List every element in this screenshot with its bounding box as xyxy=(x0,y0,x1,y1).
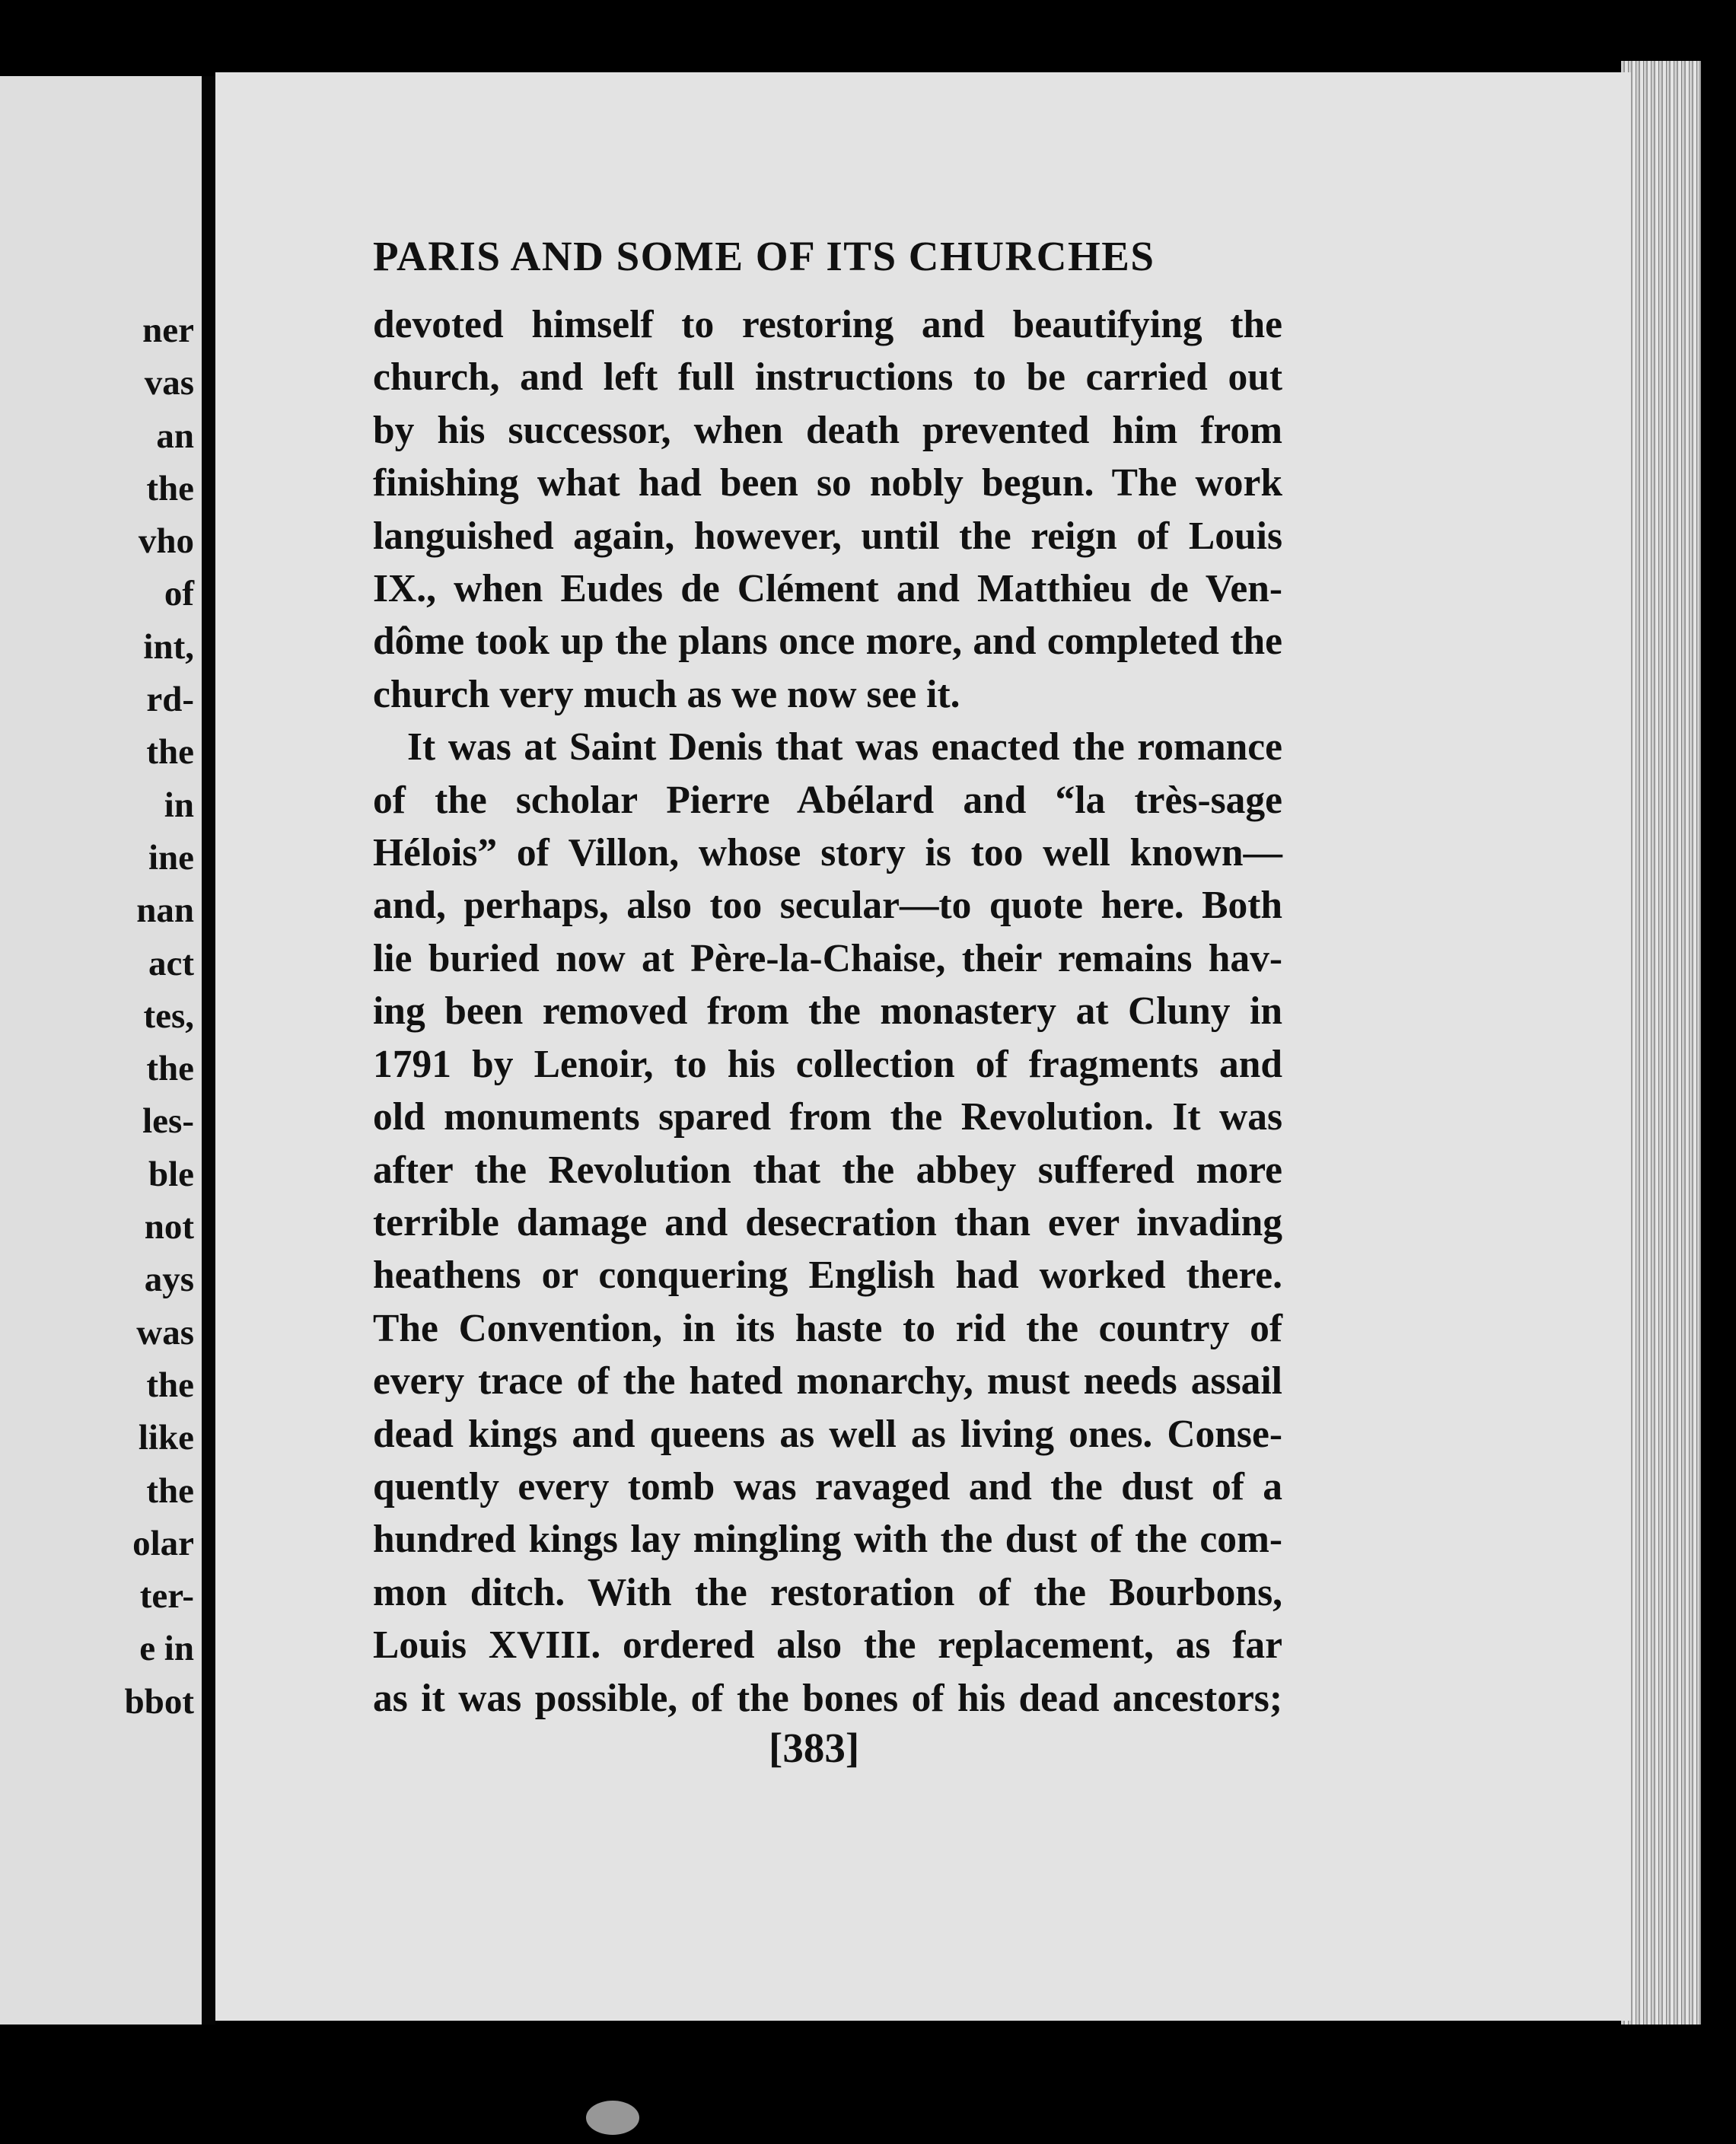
left-page-text-fragments xyxy=(72,304,194,1728)
text-line: heathens or conquering English had worked there. xyxy=(373,1254,1282,1298)
text-line: finishing what had been so nobly begun. The work xyxy=(373,461,1282,505)
text-line: languished again, however, until the reign of Louis xyxy=(373,514,1282,558)
left-fragment-line: act xyxy=(148,943,194,983)
left-fragment-line: ner xyxy=(142,311,194,350)
left-page xyxy=(0,76,202,2025)
left-fragment-line: ine xyxy=(148,837,194,878)
text-line: lie buried now at Père-la-Chaise, their remains hav- xyxy=(373,936,1282,980)
running-head: PARIS AND SOME OF ITS CHURCHES xyxy=(373,233,1155,279)
paragraph-2 xyxy=(373,721,1282,1725)
left-fragment-line: tes, xyxy=(143,996,194,1036)
left-fragment-line: olar xyxy=(132,1523,194,1563)
text-line: ing been removed from the monastery at Cluny in xyxy=(373,989,1282,1034)
text-line: and, perhaps, also too secular—to quote here. Both xyxy=(373,884,1282,928)
paragraph-1 xyxy=(373,298,1282,721)
left-fragment-line: not xyxy=(144,1207,194,1247)
text-line: The Convention, in its haste to rid the country of xyxy=(373,1306,1282,1350)
text-line: every trace of the hated monarchy, must needs assail xyxy=(373,1359,1282,1403)
left-fragment-line: like xyxy=(138,1418,194,1458)
text-line: old monuments spared from the Revolution. It was xyxy=(373,1095,1282,1139)
text-line: hundred kings lay mingling with the dust of the com- xyxy=(373,1518,1282,1562)
left-fragment-line: bbot xyxy=(124,1681,194,1722)
left-fragment-line: of xyxy=(164,574,194,614)
left-fragment-line: les- xyxy=(142,1101,194,1142)
text-line: dead kings and queens as well as living ones. Conse- xyxy=(373,1412,1282,1456)
left-fragment-line: vas xyxy=(144,363,194,403)
left-fragment-line: was xyxy=(136,1312,194,1352)
left-fragment-line: the xyxy=(146,1365,194,1405)
text-line: church very much as we now see it. xyxy=(373,672,960,716)
left-fragment-line: in xyxy=(164,785,194,825)
text-line: Hélois” of Villon, whose story is too well known— xyxy=(373,831,1282,875)
text-line: of the scholar Pierre Abélard and “la très-sage xyxy=(373,778,1282,822)
left-fragment-line: nan xyxy=(136,890,194,931)
page-number: [383] xyxy=(769,1725,860,1771)
text-line: devoted himself to restoring and beautifying the xyxy=(373,303,1282,346)
text-line: 1791 by Lenoir, to his collection of fragments and xyxy=(373,1042,1282,1086)
text-line: Louis XVIII. ordered also the replacement, as far xyxy=(373,1623,1282,1668)
text-line: as it was possible, of the bones of his dead ancestors; xyxy=(373,1676,1282,1720)
text-line: after the Revolution that the abbey suffered more xyxy=(373,1148,1282,1192)
left-fragment-line: vho xyxy=(138,521,194,562)
body-text xyxy=(373,298,1282,1725)
book-gutter xyxy=(202,76,215,2025)
page-edges xyxy=(1621,61,1701,2025)
text-line: mon ditch. With the restoration of the Bourbons, xyxy=(373,1570,1282,1614)
left-fragment-line: int, xyxy=(143,626,194,667)
text-line: IX., when Eudes de Clément and Matthieu de Ven- xyxy=(373,567,1282,611)
left-fragment-line: e in xyxy=(139,1629,194,1669)
text-line: quently every tomb was ravaged and the dust of a xyxy=(373,1464,1282,1508)
left-fragment-line: the xyxy=(146,1049,194,1089)
left-fragment-line: an xyxy=(156,416,194,456)
left-fragment-line: rd- xyxy=(146,680,194,720)
left-fragment-line: ays xyxy=(144,1260,194,1300)
left-fragment-line: ter- xyxy=(139,1576,194,1617)
text-line: church, and left full instructions to be carried out xyxy=(373,355,1282,400)
text-line: by his successor, when death prevented him from xyxy=(373,408,1282,452)
text-line: terrible damage and desecration than ever invading xyxy=(373,1200,1282,1244)
text-line: dôme took up the plans once more, and completed the xyxy=(373,620,1282,664)
left-fragment-line: the xyxy=(146,732,194,773)
text-line: It was at Saint Denis that was enacted the romance xyxy=(407,725,1282,769)
scan-mark xyxy=(586,2101,639,2135)
left-fragment-line: ble xyxy=(148,1154,194,1194)
left-fragment-line: the xyxy=(146,468,194,508)
left-fragment-line: the xyxy=(146,1470,194,1511)
